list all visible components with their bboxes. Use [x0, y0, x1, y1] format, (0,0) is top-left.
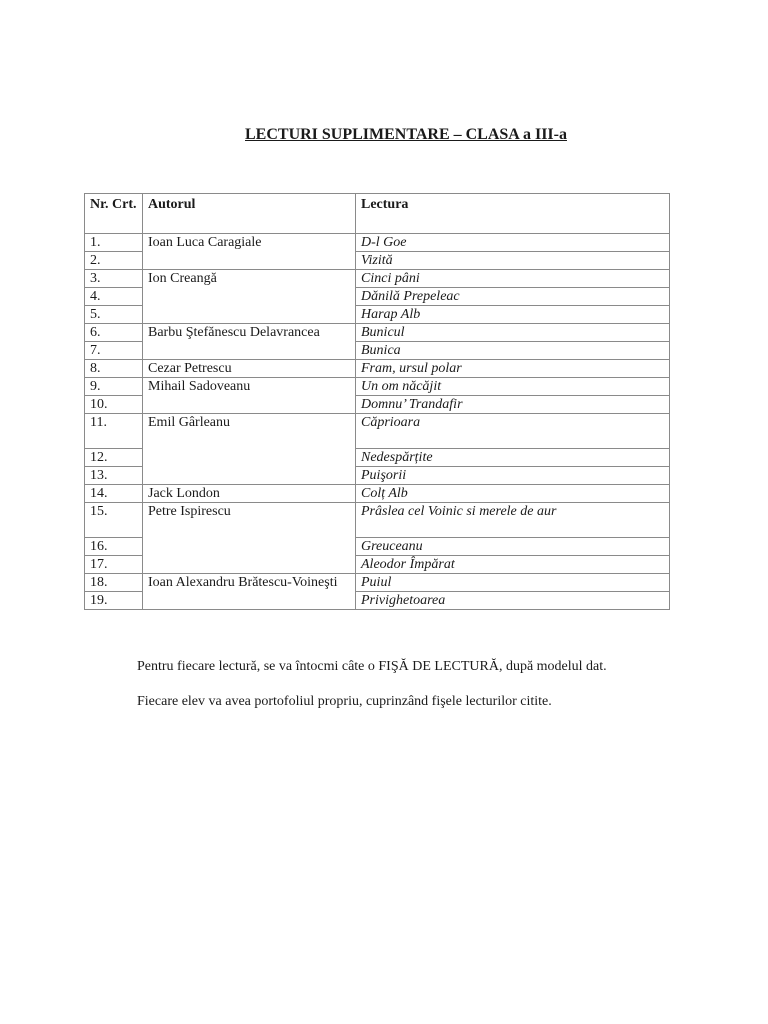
row-number: 8. — [85, 360, 143, 378]
row-number: 12. — [85, 449, 143, 467]
row-number: 2. — [85, 252, 143, 270]
table-row — [85, 503, 670, 538]
header-nr: Nr. Crt. — [85, 194, 143, 234]
row-number: 14. — [85, 485, 143, 503]
author-cell: Barbu Ştefănescu Delavrancea — [143, 324, 356, 360]
reading-title: D-l Goe — [356, 234, 670, 252]
reading-title: Puişorii — [356, 467, 670, 485]
reading-title: Domnu’ Trandafir — [356, 396, 670, 414]
table-row — [85, 378, 670, 396]
row-number: 17. — [85, 556, 143, 574]
author-cell: Mihail Sadoveanu — [143, 378, 356, 414]
row-number: 19. — [85, 592, 143, 610]
reading-title: Căprioara — [356, 414, 670, 449]
table-row — [85, 485, 670, 503]
reading-title: Privighetoarea — [356, 592, 670, 610]
row-number: 5. — [85, 306, 143, 324]
row-number: 16. — [85, 538, 143, 556]
table-row — [85, 234, 670, 252]
table-row — [85, 360, 670, 378]
reading-title: Bunica — [356, 342, 670, 360]
row-number: 9. — [85, 378, 143, 396]
row-number: 4. — [85, 288, 143, 306]
author-cell: Ion Creangă — [143, 270, 356, 324]
reading-title: Colț Alb — [356, 485, 670, 503]
readings-table — [84, 193, 670, 610]
page-title: LECTURI SUPLIMENTARE – CLASA a III-a — [245, 126, 567, 143]
table-row — [85, 574, 670, 592]
table-row — [85, 414, 670, 449]
row-number: 18. — [85, 574, 143, 592]
author-cell: Cezar Petrescu — [143, 360, 356, 378]
author-cell: Ioan Alexandru Brătescu-Voineşti — [143, 574, 356, 610]
row-number: 11. — [85, 414, 143, 449]
reading-title: Aleodor Împărat — [356, 556, 670, 574]
row-number: 3. — [85, 270, 143, 288]
reading-title: Prâslea cel Voinic si merele de aur — [356, 503, 670, 538]
header-author: Autorul — [143, 194, 356, 234]
reading-title: Harap Alb — [356, 306, 670, 324]
row-number: 7. — [85, 342, 143, 360]
table-row — [85, 270, 670, 288]
row-number: 6. — [85, 324, 143, 342]
row-number: 13. — [85, 467, 143, 485]
author-cell: Jack London — [143, 485, 356, 503]
reading-title: Cinci pâni — [356, 270, 670, 288]
reading-title: Greuceanu — [356, 538, 670, 556]
reading-title: Puiul — [356, 574, 670, 592]
row-number: 15. — [85, 503, 143, 538]
table-header-row — [85, 194, 670, 234]
author-cell: Petre Ispirescu — [143, 503, 356, 574]
author-cell: Emil Gârleanu — [143, 414, 356, 485]
header-reading: Lectura — [356, 194, 670, 234]
table-row — [85, 324, 670, 342]
reading-title: Bunicul — [356, 324, 670, 342]
instruction-note: Pentru fiecare lectură, se va întocmi câte o FIŞĂ DE LECTURĂ, după modelul dat. — [137, 659, 607, 674]
row-number: 10. — [85, 396, 143, 414]
reading-title: Vizită — [356, 252, 670, 270]
portfolio-note: Fiecare elev va avea portofoliul propriu, cuprinzând fişele lecturilor citite. — [137, 694, 552, 709]
author-cell: Ioan Luca Caragiale — [143, 234, 356, 270]
reading-title: Dănilă Prepeleac — [356, 288, 670, 306]
row-number: 1. — [85, 234, 143, 252]
reading-title: Un om năcăjit — [356, 378, 670, 396]
reading-title: Nedespărțite — [356, 449, 670, 467]
reading-title: Fram, ursul polar — [356, 360, 670, 378]
